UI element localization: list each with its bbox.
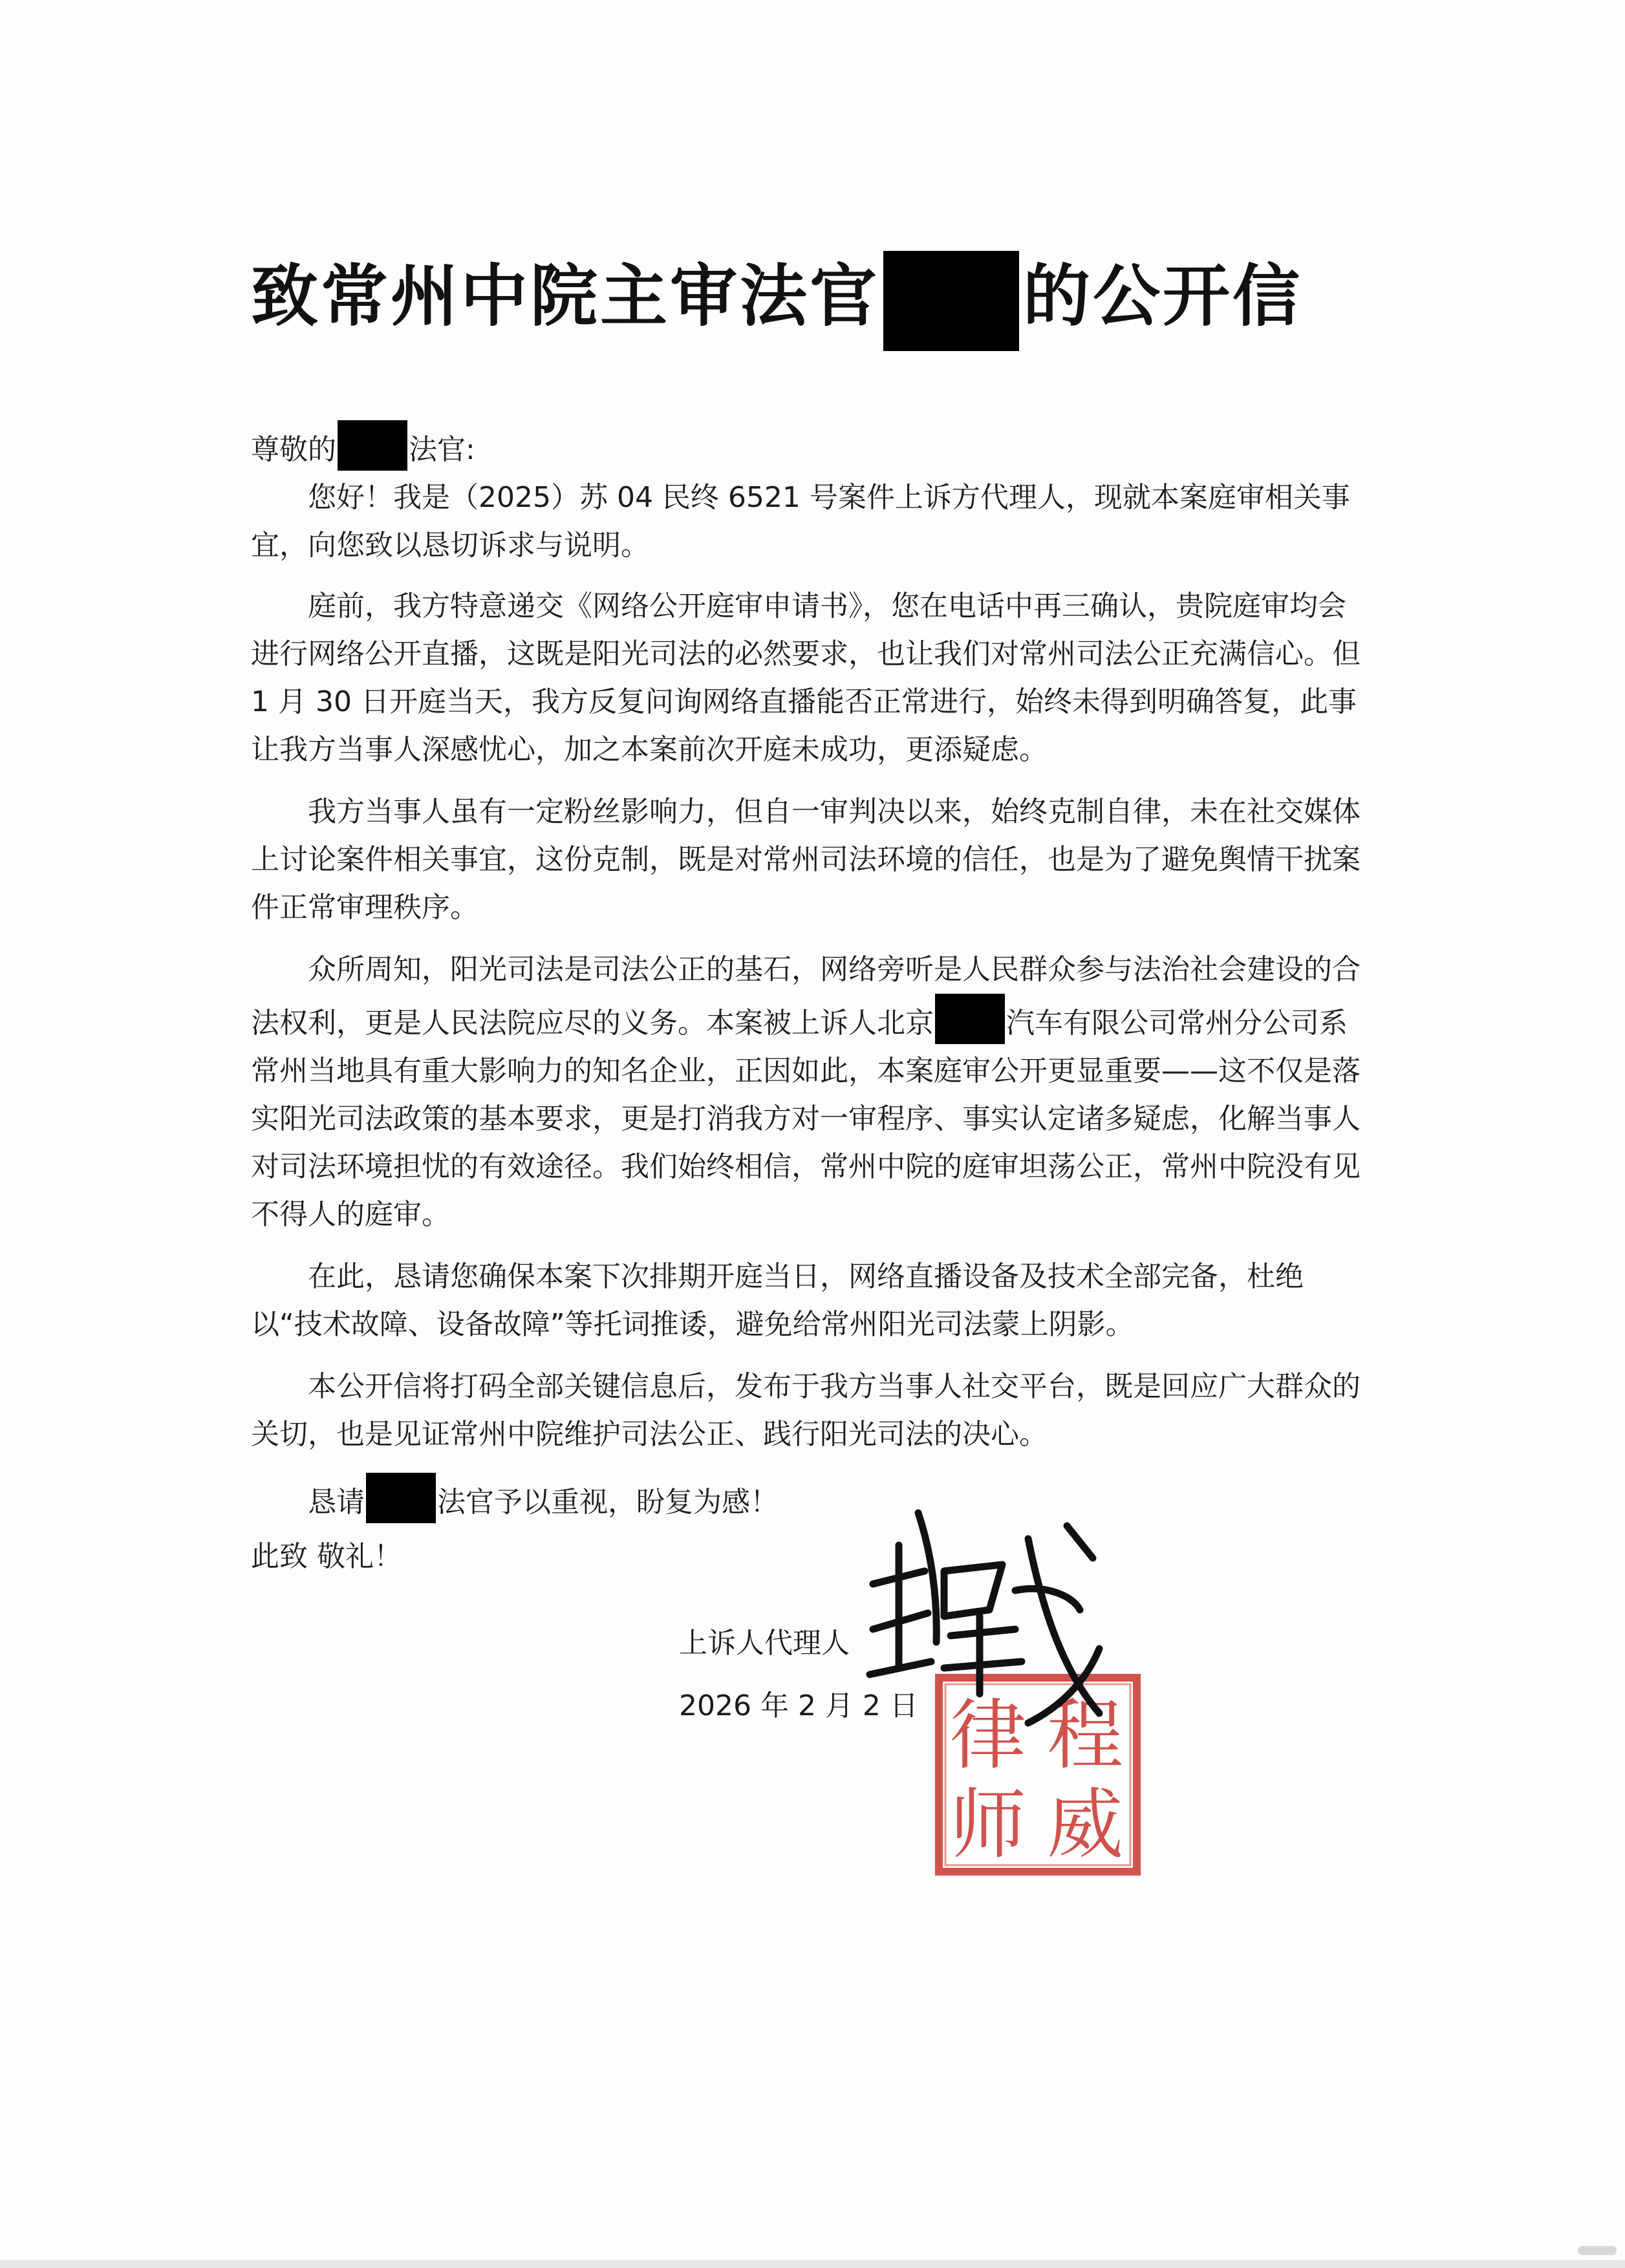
paragraph-4-before: 众所周知，阳光司法是司法公正的基石，网络旁听是人民群众参与法治社会建设的合法权利，更是人民法院应尽的义务。本案被上诉人北京 <box>251 953 1361 1040</box>
paragraph-4-after: 汽车有限公司常州分公司系常州当地具有重大影响力的知名企业，正因如此，本案庭审公开更显重要——这不仅是落实阳光司法政策的基本要求，更是打消我方对一审程序、事实认定诸多疑虑，化解当事人对司法环境担忧的有效途径。我们始终相信，常州中院的庭审坦荡公正，常州中院没有见不得人的庭审。 <box>251 1007 1361 1231</box>
paragraph-5: 在此，恳请您确保本案下次排期开庭当日，网络直播设备及技术全部完备，杜绝以“技术故障、设备故障”等托词推诿，避免给常州阳光司法蒙上阴影。 <box>251 1260 1304 1341</box>
title-part-2: 的公开信 <box>1023 257 1303 336</box>
paragraph-2: 庭前，我方特意递交《网络公开庭审申请书》，您在电话中再三确认，贵院庭审均会进行网络公开直播，这既是阳光司法的必然要求，也让我们对常州司法公正充满信心。但 1 月 30 日开庭当天，我方反复问询网络直播能否正常进行，始终未得到明确答复，此事让我方当事人深感忧心，加之本案前次开庭未成功，更添疑虑。 <box>251 590 1361 766</box>
paragraph-1: 您好！我是（2025）苏 04 民终 6521 号案件上诉方代理人，现就本案庭审相关事宜，向您致以恳切诉求与说明。 <box>251 481 1350 562</box>
letter-date: 2026 年 2 月 2 日 <box>679 1689 918 1722</box>
redaction-box <box>366 1473 436 1523</box>
paragraph-4 <box>251 946 1370 1239</box>
letter-body <box>251 420 1370 1581</box>
scan-edge <box>0 2260 1625 2268</box>
title-part-1: 致常州中院主审法官 <box>251 257 880 336</box>
salutation-before: 尊敬的 <box>251 433 336 466</box>
scan-edge <box>1578 2246 1617 2255</box>
seal-char: 程 <box>1046 1691 1124 1780</box>
redaction-box <box>338 420 407 471</box>
salutation <box>251 420 1370 474</box>
letter-title <box>251 251 1302 351</box>
redaction-box <box>935 994 1005 1044</box>
paragraph-7 <box>251 1473 1370 1526</box>
signer-label: 上诉人代理人 <box>679 1627 850 1660</box>
paragraph-3: 我方当事人虽有一定粉丝影响力，但自一审判决以来，始终克制自律，未在社交媒体上讨论案件相关事宜，这份克制，既是对常州司法环境的信任，也是为了避免舆情干扰案件正常审理秩序。 <box>251 795 1361 924</box>
paragraph-7-before: 恳请 <box>308 1486 365 1519</box>
seal-char: 律 <box>949 1691 1027 1780</box>
seal-char: 师 <box>949 1780 1027 1869</box>
redaction-box <box>883 251 1019 351</box>
paragraph-6: 本公开信将打码全部关键信息后，发布于我方当事人社交平台，既是回应广大群众的关切，也是见证常州中院维护司法公正、践行阳光司法的决心。 <box>251 1370 1361 1451</box>
closing: 此致 敬礼！ <box>251 1540 402 1573</box>
salutation-after: 法官: <box>409 433 475 466</box>
handwritten-signature <box>854 1500 1125 1752</box>
paragraph-7-after: 法官予以重视，盼复为感！ <box>437 1486 779 1519</box>
seal-char: 威 <box>1046 1780 1124 1869</box>
